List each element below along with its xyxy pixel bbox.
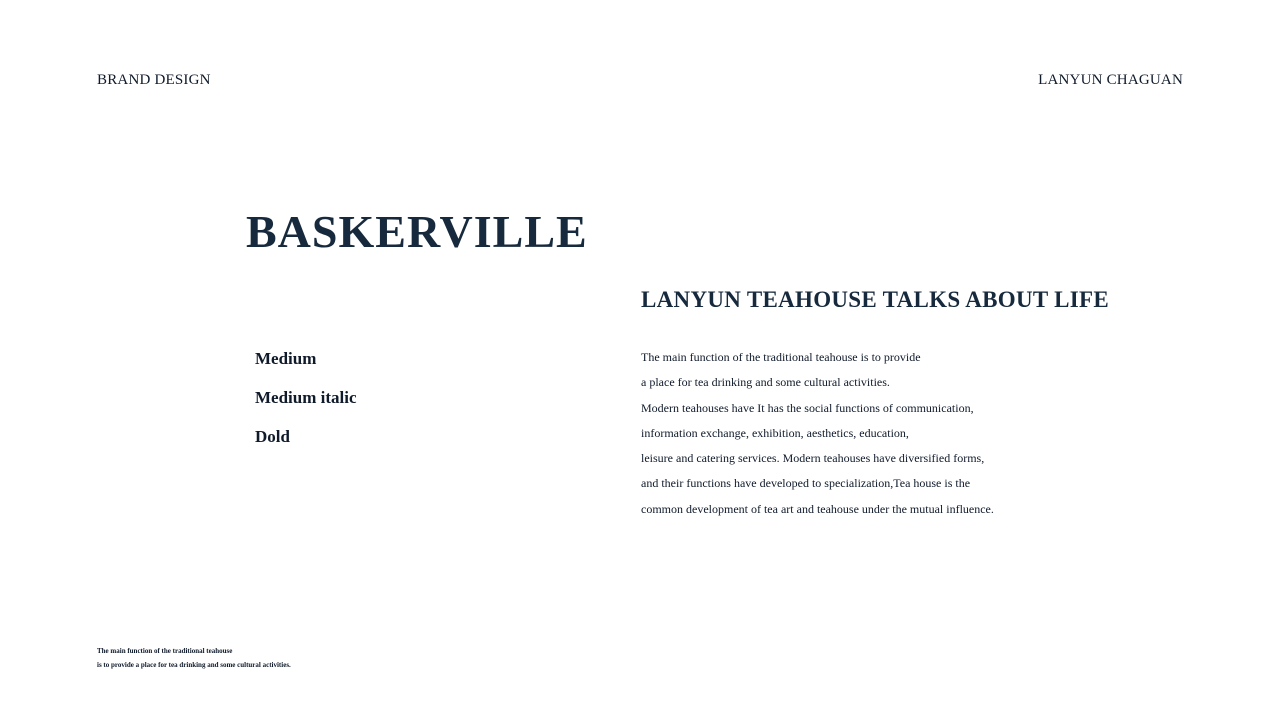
weight-medium: Medium (255, 349, 317, 368)
footnote (97, 645, 291, 673)
body-line: Modern teahouses have It has the social functions of communication, (641, 400, 974, 415)
weight-dold: Dold (255, 427, 290, 446)
footnote-line: is to provide a place for tea drinking and some cultural activities. (97, 661, 291, 669)
typeface-weights-list (255, 347, 357, 464)
body-line: and their functions have developed to specialization,Tea house is the (641, 476, 971, 491)
section-body (641, 347, 994, 524)
footnote-line: The main function of the traditional teahouse (97, 647, 233, 655)
brand-design-label: BRAND DESIGN (97, 72, 211, 88)
body-line: a place for tea drinking and some cultural activities. (641, 375, 890, 390)
body-line: leisure and catering services. Modern teahouses have diversified forms, (641, 451, 985, 466)
body-line: The main function of the traditional teahouse is to provide (641, 350, 921, 364)
brand-name-label: LANYUN CHAGUAN (1038, 72, 1183, 88)
body-line: information exchange, exhibition, aesthetics, education, (641, 425, 909, 440)
weight-medium-italic: Medium italic (255, 388, 357, 407)
typeface-title: BASKERVILLE (246, 206, 588, 257)
section-title: LANYUN TEAHOUSE TALKS ABOUT LIFE (641, 287, 1110, 312)
body-line: common development of tea art and teahouse under the mutual influence. (641, 501, 994, 516)
